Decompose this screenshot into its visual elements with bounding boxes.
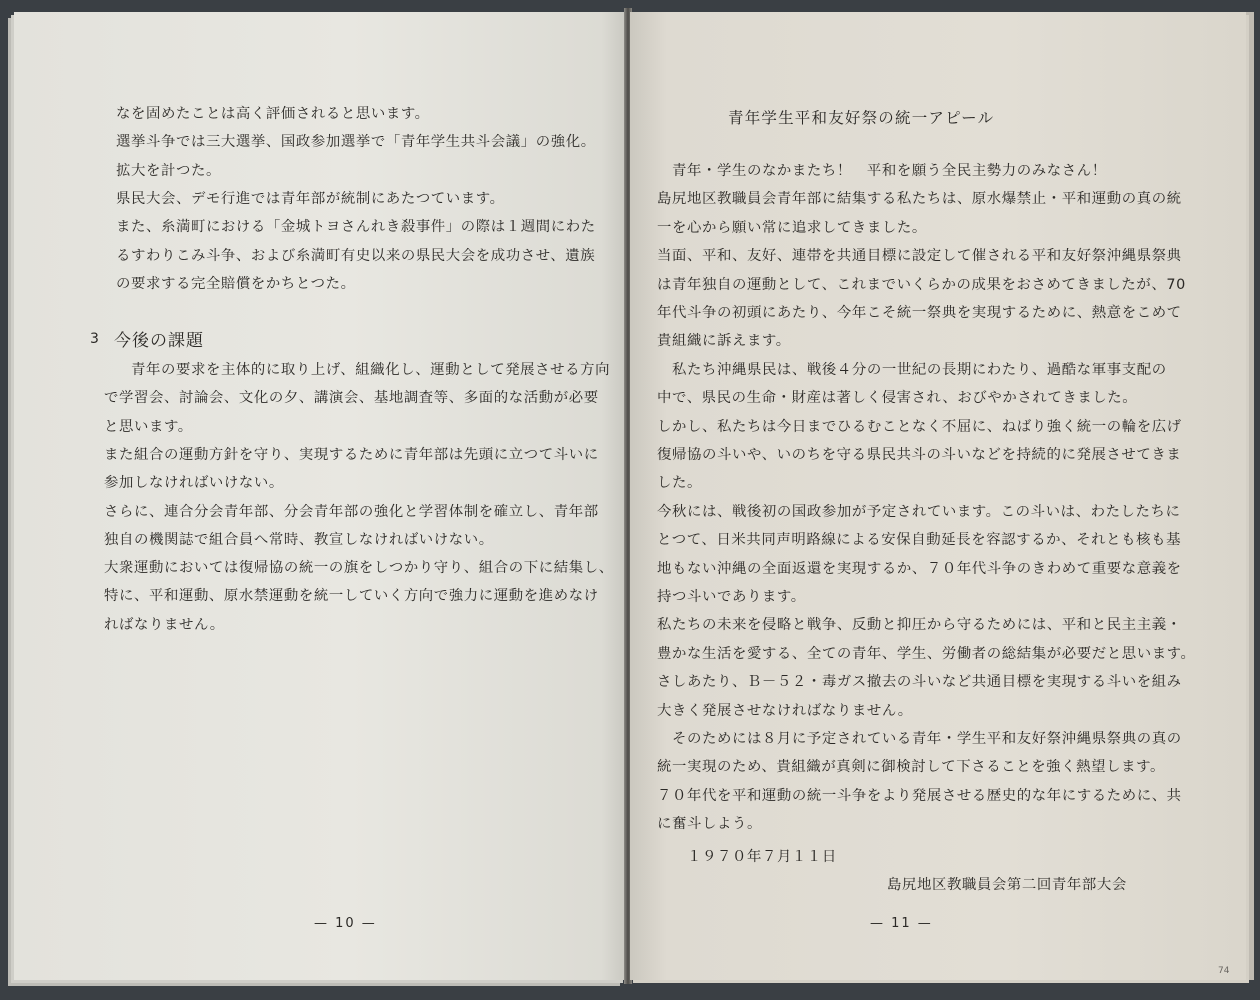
appeal-title: 青年学生平和友好祭の統一アピール [728,109,995,127]
text-line: 貴組織に訴えます。 [657,333,791,350]
text-line: 参加しなければいけない。 [104,475,284,492]
text-line: 拡大を計つた。 [116,162,221,179]
text-line: の要求する完全賠償をかちとつた。 [116,275,356,292]
text-line: 特に、平和運動、原水禁運動を統一していく方向で強力に運動を進めなけ [104,588,599,605]
right-page [630,12,1246,980]
text-line: そのためには８月に予定されている青年・学生平和友好祭沖縄県祭典の真の [672,731,1182,747]
text-line: 当面、平和、友好、連帯を共通目標に設定して催される平和友好祭沖縄県祭典 [657,248,1182,265]
page-number-right: — 11 — [870,916,933,931]
text-line: 地もない沖縄の全面返還を実現するか、７０年代斗争のきわめて重要な意義を [657,560,1182,577]
corner-mark: 74 [1218,966,1230,976]
text-line: ７０年代を平和運動の統一斗争をより発展させる歴史的な年にするために、共 [657,787,1182,804]
text-line: 青年・学生のなかまたち！ 平和を願う全民主勢力のみなさん！ [672,163,1107,179]
text-line: しかし、私たちは今日までひるむことなく不屈に、ねばり強く統一の輪を広げ [657,418,1182,435]
section-title: 今後の課題 [114,331,204,351]
text-line: 豊かな生活を愛する、全ての青年、学生、労働者の総結集が必要だと思います。 [657,645,1196,662]
text-line: 復帰協の斗いや、いのちを守る県民共斗の斗いなどを持続的に発展させてきま [657,447,1182,463]
text-line: 年代斗争の初頭にあたり、今年こそ統一祭典を実現するために、熱意をこめて [657,305,1182,321]
section-number: 3 [90,331,99,347]
text-line: 今秋には、戦後初の国政参加が予定されています。この斗いは、わたしたちに [657,503,1181,520]
page-number-left: — 10 — [314,916,377,931]
text-line: 県民大会、デモ行進では青年部が統制にあたつています。 [116,190,505,207]
text-line: 私たち沖縄県民は、戦後４分の一世紀の長期にわたり、過酷な軍事支配の [672,361,1167,378]
text-line: に奮斗しよう。 [657,816,762,833]
text-line: また組合の運動方針を守り、実現するために青年部は先頭に立つて斗いに [104,446,599,463]
text-line: は青年独自の運動として、これまでいくらかの成果をおさめてきましたが、70 [657,276,1186,293]
text-line: 独自の機関誌で組合員へ常時、教宣しなければいけない。 [104,531,494,548]
text-line: 青年の要求を主体的に取り上げ、組織化し、運動として発展させる方向 [131,362,611,378]
appeal-date: １９７０年７月１１日 [687,849,837,865]
text-line: るすわりこみ斗争、および糸満町有史以来の県民大会を成功させ、遺族 [116,247,596,264]
text-line: ればなりません。 [104,616,225,633]
text-line: 私たちの未来を侵略と戦争、反動と抑圧から守るためには、平和と民主主義・ [657,617,1182,634]
text-line: 選挙斗争では三大選挙、国政参加選挙で「青年学生共斗会議」の強化。 [116,134,596,151]
text-line: 統一実現のため、貴組織が真剣に御検討して下さることを強く熱望します。 [657,759,1165,776]
text-line: さしあたり、Ｂ－５２・毒ガス撤去の斗いなど共通目標を実現する斗いを組み [657,674,1182,691]
text-line: また、糸満町における「金城トヨさんれき殺事件」の際は１週間にわた [116,219,596,236]
left-page [14,12,626,980]
text-line: 大衆運動においては復帰協の統一の旗をしつかり守り、組合の下に結集し、 [104,560,614,577]
text-line: 中で、県民の生命・財産は著しく侵害され、おびやかされてきました。 [657,390,1138,407]
text-line: と思います。 [104,418,193,435]
text-line: さらに、連合分会青年部、分会青年部の強化と学習体制を確立し、青年部 [104,503,599,520]
text-line: 島尻地区教職員会青年部に結集する私たちは、原水爆禁止・平和運動の真の統 [657,191,1182,208]
appeal-signature: 島尻地区教職員会第二回青年部大会 [887,877,1127,893]
text-line: 大きく発展させなければなりません。 [657,702,913,719]
text-line: とつて、日米共同声明路線による安保自動延長を容認するか、それとも核も基 [657,532,1182,549]
text-line: 一を心から願い常に追求してきました。 [657,219,927,236]
text-line: なを固めたことは高く評価されると思います。 [116,106,430,122]
text-line: した。 [657,475,702,492]
text-line: 持つ斗いであります。 [657,589,806,605]
text-line: で学習会、討論会、文化の夕、講演会、基地調査等、多面的な活動が必要 [104,390,599,407]
